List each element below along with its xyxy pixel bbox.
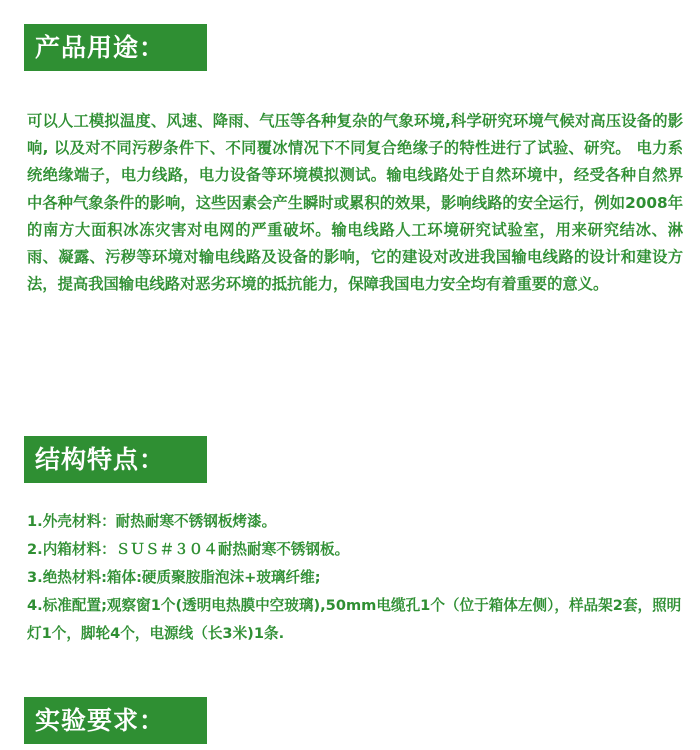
section-title-structure: 结构特点： <box>24 436 207 483</box>
structure-list <box>27 508 687 648</box>
section-title-usage: 产品用途： <box>24 24 207 71</box>
usage-paragraph: 可以人工模拟温度、风速、降雨、气压等各种复杂的气象环境,科学研究环境气候对高压设备的影响, 以及对不同污秽条件下、不同覆冰情况下不同复合绝缘子的特性进行了试验、研究。 电力系统绝缘端子，电力线路，电力设备等环境模拟测试。输电线路处于自然环境中，经受各种自然界中各种气象条件的影响，这些因素会产生瞬时或累积的效果，影响线路的安全运行，例如2008年的南方大面积冰冻灾害对电网的严重破坏。输电线路人工环境研究试验室，用来研究结冰、淋雨、凝露、污秽等环境对输电线路及设备的影响，它的建设对改进我国输电线路的设计和建设方法，提高我国输电线路对恶劣环境的抵抗能力，保障我国电力安全均有着重要的意义。 <box>27 112 683 294</box>
section-title-requirements: 实验要求： <box>24 697 207 744</box>
list-item-inner-material: 2.内箱材料：ＳＵＳ＃３０４耐热耐寒不锈钢板。 <box>27 541 350 558</box>
list-item-insulation-material: 3.绝热材料:箱体:硬质聚胺脂泡沫+玻璃纤维; <box>27 569 321 586</box>
list-item-standard-configuration: 4.标准配置;观察窗1个(透明电热膜中空玻璃),50mm电缆孔1个（位于箱体左侧），样品架2套，照明灯1个，脚轮4个，电源线（长3米)1条. <box>27 597 682 642</box>
list-item-shell-material: 1.外壳材料：耐热耐寒不锈钢板烤漆。 <box>27 513 277 530</box>
